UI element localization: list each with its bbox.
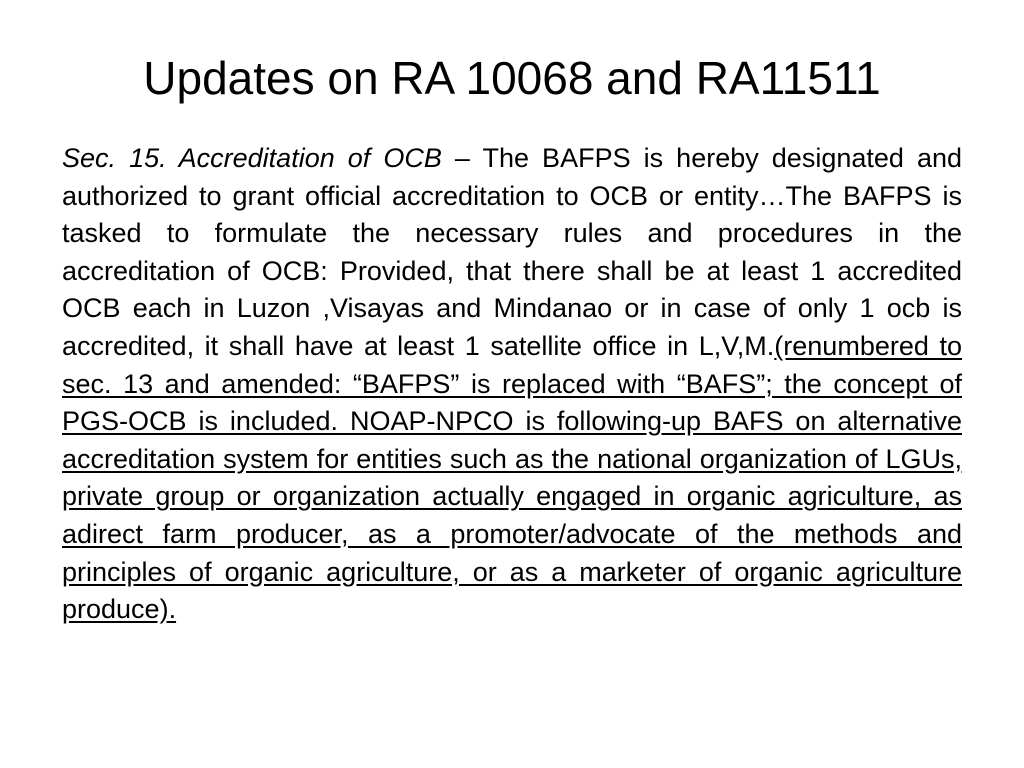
section-reference: Sec. 15. Accreditation of OCB bbox=[62, 143, 442, 173]
slide-title: Updates on RA 10068 and RA11511 bbox=[143, 52, 881, 104]
amendment-note: (renumbered to sec. 13 and amended: “BAFPS” is replaced with “BAFS”; the concept of PGS-OCB is included. NOAP-NPCO is following-up BAFS on alternative accreditation system for entities such as the national organization of LGUs, private group or organization actually engaged in organic agriculture, as adirect farm producer, as a promoter/advocate of the methods and principles of organic agriculture, or as a marketer of organic agriculture produce). bbox=[62, 330, 962, 625]
slide-body-paragraph bbox=[62, 140, 962, 629]
section-main-text: – The BAFPS is hereby designated and authorized to grant official accreditation to OCB or entity…The BAFPS is tasked to formulate the necessary rules and procedures in the accreditation of OCB: Provided, that there shall be at least 1 accredited OCB each in Luzon ,Visayas and Mindanao or in case of only 1 ocb is accredited, it shall have at least 1 satellite office in L,V,M. bbox=[62, 143, 962, 361]
